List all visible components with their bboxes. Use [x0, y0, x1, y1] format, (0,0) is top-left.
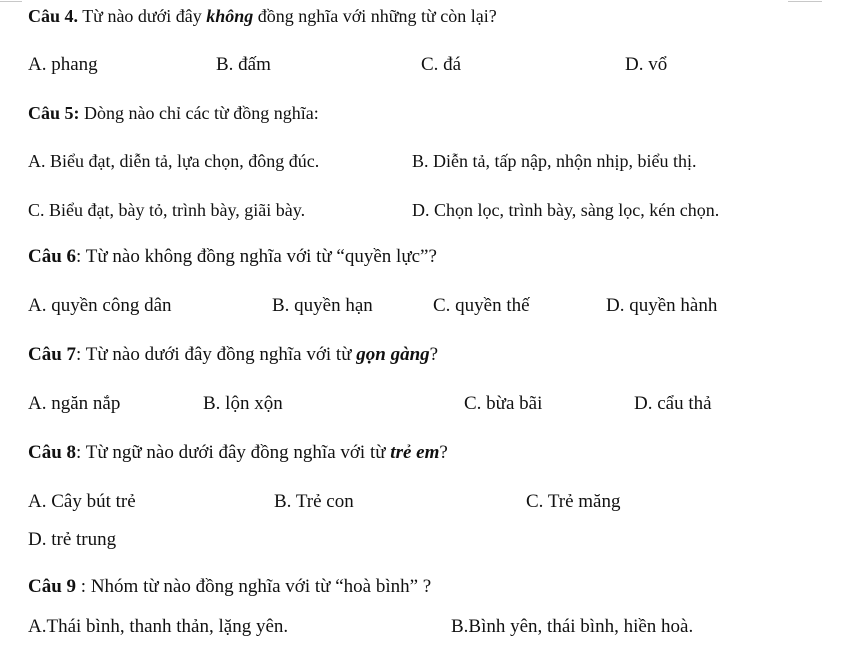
- question-5: [28, 102, 319, 124]
- page-edge-right: [788, 1, 822, 2]
- question-5-option-b: B. Diễn tả, tấp nập, nhộn nhịp, biểu thị.: [412, 151, 697, 171]
- question-4-text-after: đồng nghĩa với những từ còn lại?: [253, 6, 497, 26]
- question-8-option-c: C. Trẻ măng: [526, 491, 621, 512]
- question-4: [28, 5, 497, 27]
- question-7-emphasis: gọn gàng: [356, 344, 430, 365]
- question-8-label: Câu 8: [28, 442, 77, 463]
- question-6-option-c: C. quyền thế: [433, 295, 530, 316]
- question-7-text-before: : Từ nào dưới đây đồng nghĩa với từ: [76, 344, 357, 365]
- question-6-text: : Từ nào không đồng nghĩa với từ “quyền lực”?: [76, 246, 437, 267]
- question-8-emphasis: trẻ em: [390, 442, 440, 463]
- question-8-text-before: : Từ ngữ nào dưới đây đồng nghĩa với từ: [76, 442, 391, 463]
- question-8-text-after: ?: [439, 442, 448, 463]
- question-4-emphasis: không: [206, 6, 254, 26]
- question-9-text: : Nhóm từ nào đồng nghĩa với từ “hoà bình” ?: [76, 576, 432, 597]
- question-4-option-b: B. đấm: [216, 54, 271, 75]
- question-9-option-b: B.Bình yên, thái bình, hiền hoà.: [451, 616, 694, 637]
- question-7-option-a: A. ngăn nắp: [28, 393, 121, 414]
- question-6-option-d: D. quyền hành: [606, 295, 718, 316]
- question-8-option-b: B. Trẻ con: [274, 491, 354, 512]
- question-4-option-d: D. vổ: [625, 54, 668, 75]
- question-8-option-a: A. Cây bút trẻ: [28, 491, 136, 512]
- question-7: [28, 344, 438, 366]
- question-7-option-c: C. bừa bãi: [464, 393, 543, 414]
- question-9-option-a: A.Thái bình, thanh thản, lặng yên.: [28, 616, 289, 637]
- question-6: [28, 246, 437, 268]
- question-7-label: Câu 7: [28, 344, 77, 365]
- question-7-option-d: D. cẩu thả: [634, 393, 712, 414]
- question-5-option-c: C. Biểu đạt, bày tỏ, trình bày, giãi bày.: [28, 200, 306, 220]
- question-6-option-b: B. quyền hạn: [272, 295, 373, 316]
- question-5-option-a: A. Biểu đạt, diễn tả, lựa chọn, đông đúc.: [28, 151, 320, 171]
- question-8-option-d: D. trẻ trung: [28, 529, 117, 550]
- question-5-label: Câu 5:: [28, 103, 80, 123]
- question-9: [28, 576, 431, 598]
- question-6-option-a: A. quyền công dân: [28, 295, 172, 316]
- question-5-text: Dòng nào chỉ các từ đồng nghĩa:: [79, 103, 319, 123]
- question-4-option-a: A. phang: [28, 54, 98, 75]
- question-4-label: Câu 4.: [28, 6, 79, 26]
- question-7-option-b: B. lộn xộn: [203, 393, 283, 414]
- question-4-text-before: Từ nào dưới đây: [78, 6, 207, 26]
- page-edge-left: [0, 1, 22, 2]
- question-5-option-d: D. Chọn lọc, trình bày, sàng lọc, kén chọn.: [412, 200, 720, 220]
- question-8: [28, 442, 448, 464]
- question-4-option-c: C. đá: [421, 54, 462, 75]
- question-9-label: Câu 9: [28, 576, 77, 597]
- question-6-label: Câu 6: [28, 246, 77, 267]
- question-7-text-after: ?: [429, 344, 439, 365]
